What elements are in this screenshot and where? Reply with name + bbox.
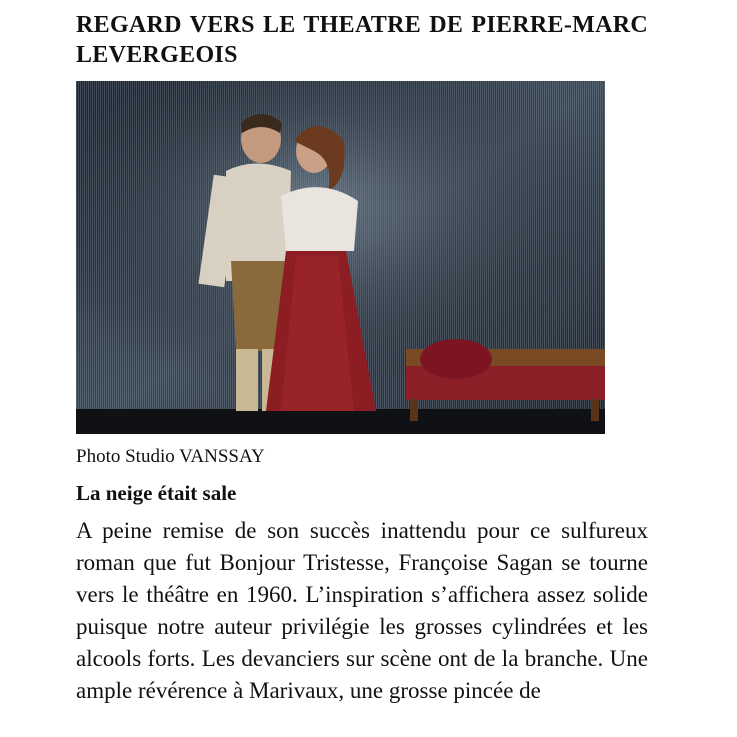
article-title: REGARD VERS LE THEATRE DE PIERRE-MARC LEVERGEOIS bbox=[76, 12, 648, 68]
article bbox=[76, 0, 648, 730]
article-photo bbox=[76, 81, 605, 434]
article-paragraph: A peine remise de son succès inattendu pour ce sulfureux roman que fut Bonjour Tristesse, Françoise Sagan se tourne vers le théâtre en 1960. L’inspiration s’affichera assez solide puisque notre auteur privilégie les grosses cylindrées et les alcools forts. Les devanciers sur scène ont de la branche. Une ample révérence à Marivaux, une grosse pincée de bbox=[76, 518, 648, 703]
article-subtitle: La neige était sale bbox=[76, 481, 237, 505]
photo-caption: Photo Studio VANSSAY bbox=[76, 446, 265, 467]
